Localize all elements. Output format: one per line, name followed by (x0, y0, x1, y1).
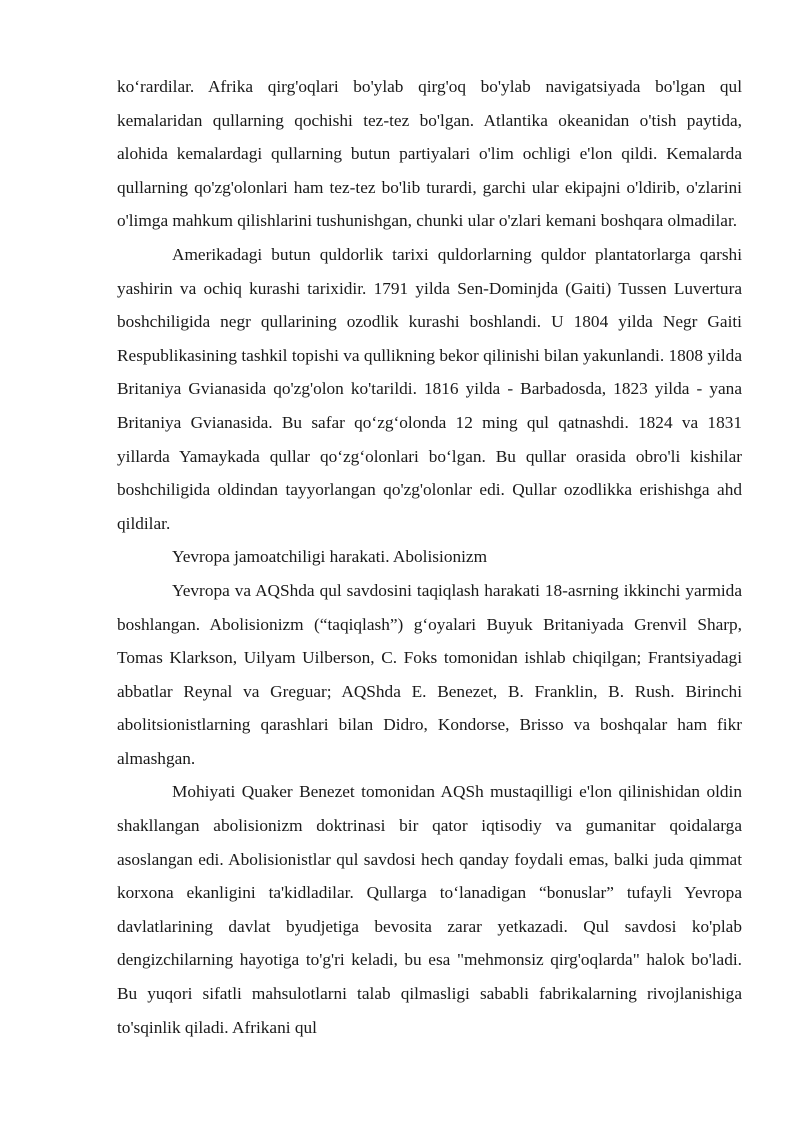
paragraph-abolition-doctrine: Mohiyati Quaker Benezet tomonidan AQSh mustaqilligi e'lon qilinishidan oldin shakllangan abolisionizm doktrinasi bir qator iqtisodiy va gumanitar qoidalarga asoslangan edi. Abolisionistlar qul savdosi hech qanday foydali emas, balki juda qimmat korxona ekanligini ta'kidladilar. Qullarga to‘lanadigan “bonuslar” tufayli Yevropa davlatlarining davlat byudjetiga bevosita zarar yetkazadi. Qul savdosi ko'plab dengizchilarning hayotiga to'g'ri keladi, bu esa "mehmonsiz qirg'oqlarda" halok bo'ladi. Bu yuqori sifatli mahsulotlarni talab qilmasligi sababli fabrikalarning rivojlanishiga to'sqinlik qiladi. Afrikani qul (117, 782, 742, 1037)
document-page (117, 70, 742, 1044)
paragraph-abolition-movement: Yevropa va AQShda qul savdosini taqiqlash harakati 18-asrning ikkinchi yarmida boshlangan. Abolisionizm (“taqiqlash”) g‘oyalari Buyuk Britaniyada Grenvil Sharp, Tomas Klarkson, Uilyam Uilberson, C. Foks tomonidan ishlab chiqilgan; Frantsiyadagi abbatlar Reynal va Greguar; AQShda E. Benezet, B. Franklin, B. Rush. Birinchi abolitsionistlarning qarashlari bilan Didro, Kondorse, Brisso va boshqalar ham fikr almashgan. (117, 580, 742, 768)
paragraph-slavery-history: Amerikadagi butun quldorlik tarixi quldorlarning quldor plantatorlarga qarshi yashirin va ochiq kurashi tarixidir. 1791 yilda Sen-Dominjda (Gaiti) Tussen Luvertura boshchiligida negr qullarining ozodlik kurashi boshlandi. U 1804 yilda Negr Gaiti Respublikasining tashkil topishi va qullikning bekor qilinishi bilan yakunlandi. 1808 yilda Britaniya Gvianasida qo'zg'olon ko'tarildi. 1816 yilda - Barbadosda, 1823 yilda - yana Britaniya Gvianasida. Bu safar qo‘zg‘olonda 12 ming qul qatnashdi. 1824 va 1831 yillarda Yamaykada qullar qo‘zg‘olonlari bo‘lgan. Bu qullar orasida obro'li kishilar boshchiligida oldindan tayyorlangan qo'zg'olonlar edi. Qullar ozodlikka erishishga ahd qildilar. (117, 244, 742, 533)
section-heading-abolitionism: Yevropa jamoatchiligi harakati. Abolisionizm (172, 547, 488, 567)
paragraph-continuation: ko‘rardilar. Afrika qirg'oqlari bo'ylab qirg'oq bo'ylab navigatsiyada bo'lgan qul kemalaridan qullarning qochishi tez-tez bo'lgan. Atlantika okeanidan o'tish paytida, alohida kemalardagi qullarning butun partiyalari o'lim ochligi e'lon qildi. Kemalarda qullarning qo'zg'olonlari ham tez-tez bo'lib turardi, garchi ular ekipajni o'ldirib, o'zlarini o'limga mahkum qilishlarini tushunishgan, chunki ular o'zlari kemani boshqara olmadilar. (117, 77, 742, 231)
